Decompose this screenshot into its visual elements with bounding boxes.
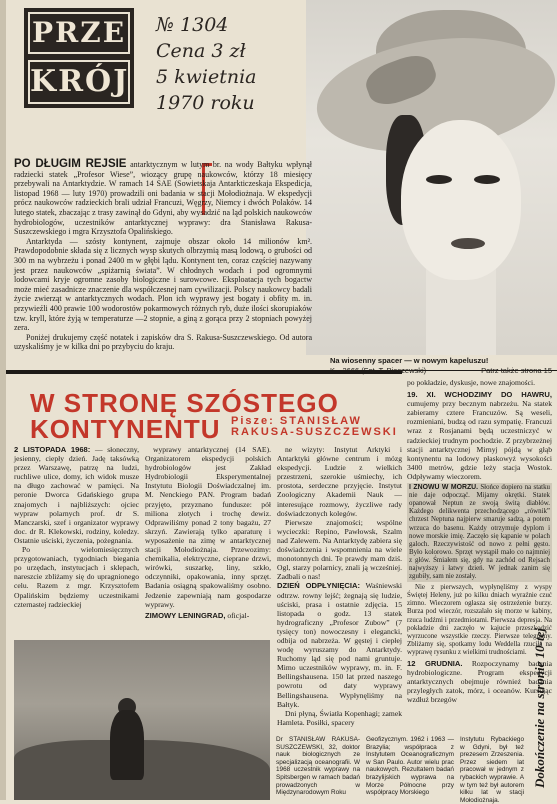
author-bio xyxy=(276,736,554,804)
issue-info xyxy=(156,12,306,116)
paragraph: ne wizyty: Instytut Arktyki i Antarktyki główne centrum i mózg ekspedycji. Ludzie z wielkich przestrzeni, szerokie uśmiechy, ich prostota, serdeczne przyjęcie. Instytut Zoologiczny Akademii Nauk — interesujące rozmowy, życzliwe rady doświadczonych kolegów. xyxy=(277,445,402,518)
continuation-note xyxy=(520,560,554,800)
issue-date-line1: 5 kwietnia xyxy=(156,66,257,88)
paragraph: Waśniewski odtrzw. rowny lejść; żegnają się ludzie, uściski, prasa i ostatnie zdjęcia. 15 listopada o godz. 13 statek hydrograficzny „Profesor Zubow” (7 tysięcy ton) nowoczesny i elegancki, odbija od nabrzeża. W gęstej i ciepłej wodę wyruszamy do Antarktydy. Ruchomy ląd się pod nami gruntuje. Mimo uczestników wyprawy, m. in. F. Bellingshausena. 150 lat przed naszego powrotu od daty wyprawy Bellingshausena. Wypłynęliśmy na Bałtyk. xyxy=(277,581,402,709)
author-label: Pisze: xyxy=(231,415,275,427)
author-first: STANISŁAW xyxy=(279,415,362,427)
expedition-photo xyxy=(14,640,270,800)
page-edge xyxy=(0,0,6,800)
article-headline xyxy=(30,390,400,442)
paragraph: Dni płyną, Światła Kopenhagi; zamek Hamleta. Posiłki, spacery xyxy=(277,708,402,727)
bio-part-1: Dr STANISŁAW RAKUSA-SUSZCZEWSKI, 32, doktor nauk biologicznych ze specjalizacją oceanografii. W 1968 uczestnik wyprawy na Spitsbergen w ramach badań prowadzonych w Międzynarodowym Roku xyxy=(276,736,360,797)
logo-bottom-text: KRÓJ xyxy=(30,64,130,99)
issue-number: № 1304 xyxy=(156,14,229,36)
paragraph: Po wielomiesięcznych przygotowaniach, tygodniach biegania po urzędach, instytucjach i sklepach, nareszcie zbliżamy się do upragnionego celu. Razem z mgr. Krzysztofem Opalińskim będziemy uczestnikami czternastej radzieckiej xyxy=(14,545,139,609)
dateline: 12 GRUDNIA. xyxy=(407,659,463,668)
dateline: DZIEŃ ODPŁYNIĘCIA: xyxy=(277,581,361,591)
intro-paragraph-3: Poniżej drukujemy część notatek i zapisków dra S. Rakusa-Suszczewskiego. Od autora uzyskaliśmy je w kilka dni po przybyciu do kraju. xyxy=(14,332,312,352)
dateline: I ZNOWU W MORZU. xyxy=(409,484,479,492)
section-divider-thin xyxy=(402,370,557,371)
logo-top-text: PRZE xyxy=(31,16,127,49)
paragraph: po pokładzie, dyskusje, nowe znajomości. xyxy=(407,378,536,387)
bio-part-2: Geofizycznym. 1962 i 1963 — Brazylia; współpraca z Instytutem Oceanograficznym w San Paulo. Autor wielu prac naukowych. Rezultatem badań brazylijskich wyprawa na Morze Północne przy współpracy Morskiego xyxy=(366,736,454,797)
intro-heading: PO DŁUGIM REJSIE xyxy=(14,158,127,170)
dateline: ZIMOWY LENINGRAD, xyxy=(145,610,226,620)
caption-text: Na wiosenny spacer — w nowym kapeluszu! xyxy=(330,356,489,365)
paragraph: oficjal- xyxy=(225,610,250,620)
bio-part-3: Instytutu Rybackiego w Gdyni, był też prezesem Zrzeszenia. Przez siedem lat pracował w jednym z rybackich wyprawie. A w tym też był autorem kilku lat w stacji Mołodiożnaja. xyxy=(460,736,524,804)
headline-line1: W STRONĘ SZÓSTEGO xyxy=(30,388,339,418)
article-column-1 xyxy=(14,445,139,609)
paragraph: Nie z pierwszych, wypłynęliśmy z wyspy Świętej Heleny, już po kilku dniach wyraźnie czuć zimno. Wieczorem ogłasza się ostrzeżenie burzy. Burza pod wieczór, rozszalało się morze w kabiny, rzuca ludźmi i przedmiotami. Pierwsza depresja. Na pokładzie dni zaczęło w kajucie przeszkodzić wyrzucone wszystkie rzeczy. Pierwsze telegramy. Zbliżamy się, spotkamy lodu Weddella rzuciła na wyprawę rysunku z wielkimi trudnościami. xyxy=(407,584,552,656)
magazine-logo xyxy=(24,8,134,108)
paragraph: — słoneczny, jesienny, ciepły dzień. Jadę taksówką przez Warszawę, patrzę na ludzi, ruchliwe ulice, domy, ich widok musze na długo zachować w pamięci. Na peronie Dworca Gdańskiego grupa znajomych i najbliższych: ojciec wypraw polarnych prof. dr S. Manczarski, szef i organizator wyprawy doc. dr R. Klekowski, rodziny, koledzy. Ostatnie uściski, życzenia, pożegnania. xyxy=(14,445,139,545)
paragraph: Słońce dopiero na statku nie daje odpocząć. Mijamy okrętki. Statek opanował Neptun ze swoją świtą diabłów. Każdego delikwenta przechodzącego „równik” chrzest Neptuna najpierw smaruje sadzą, a potem wrzuca do basenu. Każdy otrzymuje dyplom i nowe morskie imię. Zaczęło się kąpanie w polach galoch. Rzeczywistość od nowo z pełni gęsto. Było kolorowo. Sprzęt wystąpił mało co najmniej z głów. Śmiałem się, gdy na zachód od Rejsach najwyższy i łatwy dzień. W jednak zanim się zgubiły, sam nie zostały. xyxy=(409,484,550,581)
dateline: 2 LISTOPADA 1968: xyxy=(14,445,91,454)
intro-paragraph-2: Antarktyda — szósty kontynent, zajmuje obszar około 14 milionów km². Prawdopodobnie składa się z licznych wysp skutych olbrzymią masą lodową, o grubości od 300 m na wybrzeżu i ponad 2400 m w głębi lądu. Kontynent ten, coraz częściej nazywany jest przez naukowców „spiżarnią świata”. W chłodnych wodach i pod ogromnymi lodowcami kryje ogromne zasoby biologiczne i surowcowe. Eksploatacja tych bogactw może mieć zasadnicze znaczenie dla współczesnej nam cywilizacji. Polscy naukowcy badali życie zwierząt w antarktycznych wodach. Plon ich wyprawy jest bogaty i obfity m. in. przywieźli 400 prawie 100 wodorostów pokarmowych różnych ryb, duże ilości skorupiaków tzw. kryll, które żyją w temperaturze —2 stopnie, a giną z gorąca przy 2 stopniach powyżej zera. xyxy=(14,236,312,333)
paragraph: Pierwsze znajomości; wspólne wycieczki: Repino, Pawłowsk, Szalm nad Zalewem. Na Antarktydę zabiera się doświadczenia i wspomnienia na wiele monotonnych dni. Te prawdy mam dziś. Ogl, starzy polarnicy, znali ją wcześniej. Zadbali o nas! xyxy=(277,517,402,582)
intro-paragraph-1: antarktycznym w lutym br. na wody Bałtyku wpłynął radziecki statek „Profesor Wiese”, wiozący grupę naukowców, którzy 18 miesięcy przebywali na Antarktydzie. W ramach 14 SAE (Sowietskaja Antarkticzeskaja Ekspedicja, listopad 1968 — luty 1970) prowadzili oni badania w stacji Mołodiożnaja. W ekspedycji prócz naukowców radzieckich brali udział Francuzi, Węgrzy, Niemcy i dwóch Polaków. 14 lutego statek, zbaczając z trasy zawinął do Gdyni, aby wysadzić na ląd polskich naukowców hydrobiologów, uczestników antarktycznej wyprawy: dra Stanisława Rakusa-Suszczewskiego i mgra Krzysztofa Opalińskiego. xyxy=(14,160,312,237)
dateline: 19. XI. WCHODZIMY DO HAWRU, xyxy=(407,390,552,400)
headline-line2: KONTYNENTU xyxy=(30,414,221,444)
section-divider xyxy=(6,370,402,374)
see-also-note xyxy=(481,366,552,376)
article-author xyxy=(231,416,398,438)
paragraph: wyprawy antarktycznej (14 SAE). Organizatorem ekspedycji polskich hydrobiologów jest Zakład Hydrobiologii Eksperymentalnej Instytutu Biologii Doświadczalnej im. M. Nenckiego PAN. Program badań przyjęto, przyznano fundusze: pół miliona złotych i trochę dewiz. Odprawiliśmy ponad 2 tony bagażu, 27 skrzyń. Zawierają tylko aparaturę i wyposażenie na zimę w antarktycznej stacji Mołodiożnaja. Przewozimy: chemikalia, elektryczne, cieprane drzwi, wirówki, suszarkę, liny, szkło, odczynniki, opakowania, inny sprzęt. Badania osiągną spakowaliśmy osobno. Jedzenie zapewniają nam gospodarze wyprawy. xyxy=(145,445,271,609)
article-column-3 xyxy=(277,445,402,727)
cover-photo xyxy=(306,0,557,355)
issue-price: Cena 3 zł xyxy=(156,40,246,62)
continuation-text: Dokończenie na stronie 10-tej xyxy=(532,628,547,788)
paragraph: cumujemy przy becznym nabrzeżu. Na statek zabieramy cztere Francuzów. Są weseli, rozmieniani, budzą od razu sympatię. Francuzi wraz z Rosjanami będą uczestniczyć w radzieckiej trudnym pochodzie. Z przybrzeżnej stacji antarktycznej Mirnyj pójdą w głąb kontynentu na lodowy płaskowyż wysokości 3400 metrów, gdzie leży stacja Wostok. Odpływamy wieczorem. xyxy=(407,399,552,481)
author-last: RAKUSA-SUSZCZEWSKI xyxy=(231,426,398,438)
paragraph: Rozpoczynamy badania hydrobiologiczne. Program ekspedycji antarktycznych obejmuje również badania przyległych zatok, mórz, i oceanów. Kursując wzdłuż brzegów xyxy=(407,659,552,705)
intro-article xyxy=(14,160,312,352)
article-column-2 xyxy=(145,445,271,620)
issue-date-line2: 1970 roku xyxy=(156,92,255,114)
